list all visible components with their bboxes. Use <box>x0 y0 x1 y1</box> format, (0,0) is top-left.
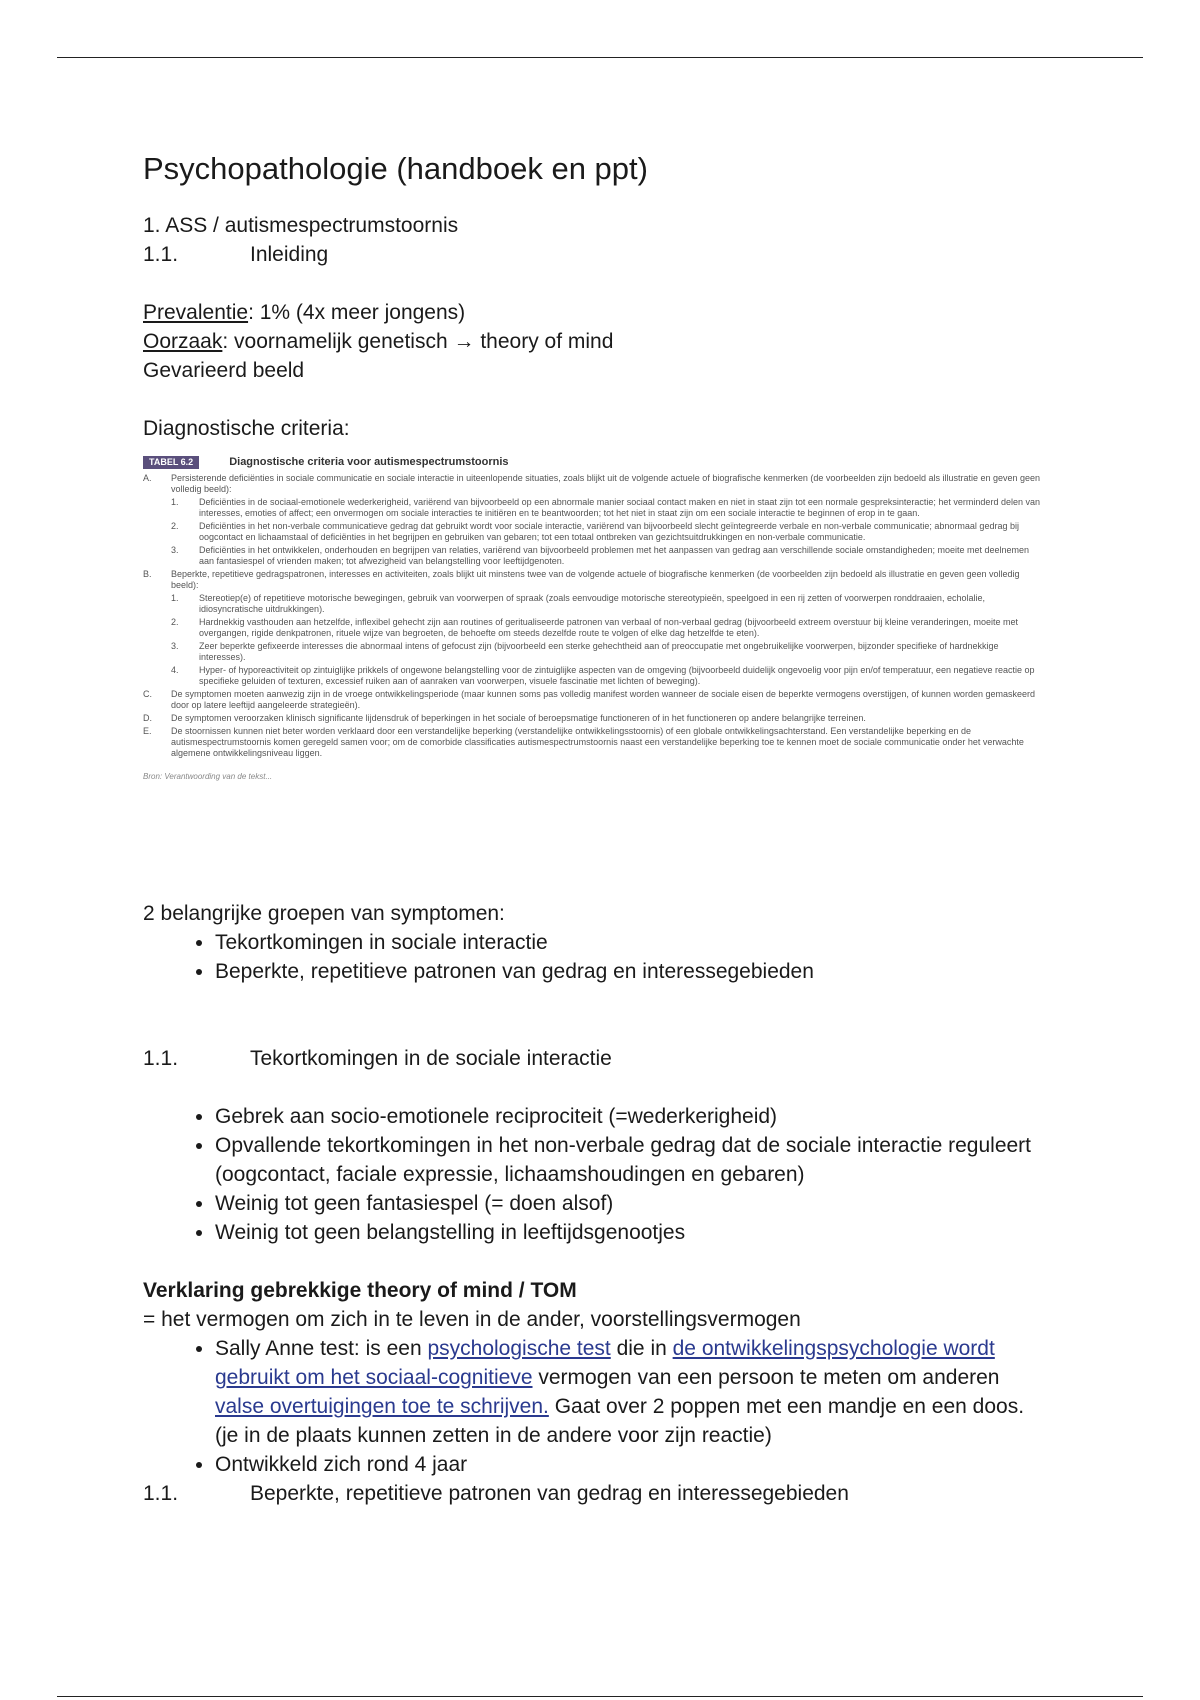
criterion-text: Deficiënties in de sociaal-emotionele wederkerigheid, variërend van bijvoorbeeld op een abnormale manier sociaal contact maken en niet in staat zijn tot een normale gespreksinteractie; het verminderd delen van interesses, emoties of affect; een onvermogen om sociale interacties te initiëren en te beantwoorden; tot het niet in staat zijn om een sociale interactie te beginnen of erop in te gaan. <box>199 497 1040 518</box>
prevalentie-label: Prevalentie <box>143 301 249 324</box>
criterion-text: Zeer beperkte gefixeerde interesses die abnormaal intens of gefocust zijn (bijvoorbeeld een sterke gehechtheid aan of preoccupatie met ongebruikelijke voorwerpen, bijzonder specifieke of hardnekkige interesses). <box>199 641 999 662</box>
groepen-list <box>143 928 1043 986</box>
list-item: • Beperkte, repetitieve patronen van gedrag en interessegebieden <box>215 957 1043 986</box>
table-criterion-row <box>143 726 1043 759</box>
sally-text-4: Gaat over 2 poppen met een mandje en een doos. (je in de plaats kunnen zetten in de andere voor zijn reactie) <box>215 1395 1025 1447</box>
criterion-text: Hardnekkig vasthouden aan hetzelfde, inflexibel gehecht zijn aan routines of geritualiseerde patronen van verbaal of non-verbaal gedrag (bijvoorbeeld extreem overstuur bij kleine veranderingen, moeite met overgangen, rigide denkpatronen, rituele wijze van begroeten, de behoefte om steeds dezelfde route te volgen of elke dag hetzelfde te eten). <box>199 617 1018 638</box>
diagnostic-criteria-table-image <box>143 453 1043 865</box>
criterion-text: De symptomen moeten aanwezig zijn in de vroege ontwikkelingsperiode (maar kunnen soms pas volledig manifest worden wanneer de sociale eisen de beperkte vermogens overstijgen, of kunnen worden gemaskeerd door op latere leeftijd aangeleerde strategieën). <box>171 689 1035 710</box>
criterion-key: 1. <box>171 593 179 603</box>
list-item-sally-anne <box>215 1334 1043 1450</box>
subheading-tekortkomingen <box>143 1044 1043 1073</box>
table-source: Bron: Verantwoording van de tekst... <box>143 772 273 781</box>
criterion-text: Stereotiep(e) of repetitieve motorische bewegingen, gebruik van voorwerpen of spraak (zoals eenvoudige motorische stereotypieën, speelgoed in een rij zetten of voorwerpen ronddraaien, echolalie, idiosyncratische uitdrukkingen). <box>199 593 985 614</box>
oorzaak-label: Oorzaak <box>143 330 223 353</box>
list-item: • Gebrek aan socio-emotionele reciprociteit (=wederkerigheid) <box>215 1102 1043 1131</box>
subheading-number: 1.1. <box>143 243 179 266</box>
prevalentie-text: : 1% (4x meer jongens) <box>248 301 466 324</box>
criterion-key: 1. <box>171 497 179 507</box>
table-criterion-row <box>143 641 1043 663</box>
subheading-number: 1.1. <box>143 1482 179 1505</box>
table-criterion-row <box>143 497 1043 519</box>
gevarieerd-line: Gevarieerd beeld <box>143 359 305 382</box>
prevalentie-line <box>143 298 1043 327</box>
table-criterion-row <box>143 689 1043 711</box>
sally-text-3: vermogen van een persoon te meten om anderen <box>532 1366 1000 1389</box>
criterion-key: B. <box>143 569 152 579</box>
link-ontwikkelingspsychologie[interactable]: de ontwikkelingspsychologie wordt gebruikt om het sociaal-cognitieve <box>215 1337 995 1389</box>
diagnostische-criteria-label: Diagnostische criteria: <box>143 417 350 440</box>
groepen-intro: 2 belangrijke groepen van symptomen: <box>143 902 505 925</box>
list-item: • Weinig tot geen belangstelling in leeftijdsgenootjes <box>215 1218 1043 1247</box>
criterion-key: 2. <box>171 617 179 627</box>
criterion-text: De symptomen veroorzaken klinisch significante lijdensdruk of beperkingen in het sociale of beroepsmatige functioneren of in het functioneren op andere belangrijke terreinen. <box>171 713 866 723</box>
oorzaak-line <box>143 327 1043 356</box>
table-criterion-row <box>143 545 1043 567</box>
tekortkomingen-list <box>143 1102 1043 1247</box>
oorzaak-text: : voornamelijk genetisch → theory of mind <box>222 330 614 353</box>
list-item: • Opvallende tekortkomingen in het non-verbale gedrag dat de sociale interactie reguleert (oogcontact, faciale expressie, lichaamshoudingen en gebaren) <box>215 1131 1043 1189</box>
subheading-beperkte-patronen <box>143 1479 1043 1508</box>
criterion-text: Persisterende deficiënties in sociale communicatie en sociale interactie in uiteenlopende situaties, zoals blijkt uit de volgende actuele of biografische kenmerken (de voorbeelden zijn bedoeld als illustratie en geven geen volledig beeld): <box>171 473 1041 494</box>
subheading-text: Inleiding <box>250 243 329 266</box>
tom-list <box>143 1334 1043 1479</box>
criterion-key: D. <box>143 713 152 723</box>
subheading-number: 1.1. <box>143 1047 179 1070</box>
link-valse-overtuigingen[interactable]: valse overtuigingen toe te schrijven. <box>215 1395 549 1418</box>
criterion-key: 4. <box>171 665 179 675</box>
sally-text-1: Sally Anne test: is een <box>215 1337 428 1360</box>
criterion-key: E. <box>143 726 152 736</box>
criterion-key: 3. <box>171 545 179 555</box>
header-rule <box>57 57 1143 58</box>
subheading-text: Beperkte, repetitieve patronen van gedrag en interessegebieden <box>250 1482 849 1505</box>
table-criterion-row <box>143 521 1043 543</box>
document-title: Psychopathologie (handboek en ppt) <box>143 151 648 186</box>
sally-text-2: die in <box>610 1337 673 1360</box>
table-criterion-row <box>143 593 1043 615</box>
table-label: TABEL 6.2 <box>143 456 199 469</box>
table-criterion-row <box>143 665 1043 687</box>
link-psychologische-test[interactable]: psychologische test <box>427 1337 611 1360</box>
subheading-inleiding <box>143 240 1043 269</box>
table-title: Diagnostische criteria voor autismespectrumstoornis <box>229 455 509 468</box>
criterion-key: 3. <box>171 641 179 651</box>
table-criterion-row <box>143 569 1043 591</box>
list-item: • Weinig tot geen fantasiespel (= doen alsof) <box>215 1189 1043 1218</box>
list-item: • Tekortkomingen in sociale interactie <box>215 928 1043 957</box>
criterion-key: C. <box>143 689 152 699</box>
criterion-text: Beperkte, repetitieve gedragspatronen, interesses en activiteiten, zoals blijkt uit minstens twee van de volgende actuele of biografische kenmerken (de voorbeelden zijn bedoeld als illustratie en geven geen volledig beeld): <box>171 569 1020 590</box>
table-criterion-row <box>143 473 1043 495</box>
criterion-key: 2. <box>171 521 179 531</box>
criterion-text: De stoornissen kunnen niet beter worden verklaard door een verstandelijke beperking (verstandelijke ontwikkelingsstoornis) of een globale ontwikkelingsachterstand. Een verstandelijke beperking en de autismespectrumstoornis komen geregeld samen voor; om de comorbide classificaties autismespectrumstoornis naast een verstandelijke beperking toe te kennen moet de sociale communicatie onder het verwachte algemene ontwikkelingsniveau liggen. <box>171 726 1024 758</box>
tom-heading: Verklaring gebrekkige theory of mind / TOM <box>143 1279 577 1302</box>
table-criterion-row <box>143 713 1043 724</box>
criterion-text: Deficiënties in het ontwikkelen, onderhouden en begrijpen van relaties, variërend van bijvoorbeeld problemen met het aanpassen van gedrag aan verschillende sociale omstandigheden; moeite met deelnemen aan fantasiespel of vrienden maken; tot afwezigheid van belangstelling voor leeftijdgenoten. <box>199 545 1030 566</box>
list-item: • Ontwikkeld zich rond 4 jaar <box>215 1450 1043 1479</box>
table-rows <box>143 473 1043 759</box>
table-criterion-row <box>143 617 1043 639</box>
subheading-text: Tekortkomingen in de sociale interactie <box>250 1047 612 1070</box>
footer-rule <box>57 1696 1143 1697</box>
section-heading-ass: 1. ASS / autismespectrumstoornis <box>143 214 459 237</box>
tom-definition: = het vermogen om zich in te leven in de ander, voorstellingsvermogen <box>143 1308 801 1331</box>
criterion-key: A. <box>143 473 152 483</box>
document-body <box>143 140 1043 1508</box>
criterion-text: Deficiënties in het non-verbale communicatieve gedrag dat gebruikt wordt voor sociale interactie, variërend van bijvoorbeeld slecht geïntegreerde verbale en non-verbale communicatie; abnormaal gedrag bij oogcontact en lichaamstaal of deficiënties in het begrijpen en gebruiken van gebaren; tot een totaal ontbreken van gezichtsuitdrukkingen en non-verbale communicatie. <box>199 521 1019 542</box>
criterion-text: Hyper- of hyporeactiviteit op zintuiglijke prikkels of ongewone belangstelling voor de zintuiglijke aspecten van de omgeving (bijvoorbeeld duidelijk ongevoelig voor pijn en/of temperatuur, een negatieve reactie op specifieke geluiden of texturen, excessief ruiken aan of aanraken van voorwerpen, visuele fascinatie met lichten of beweging). <box>199 665 1035 686</box>
